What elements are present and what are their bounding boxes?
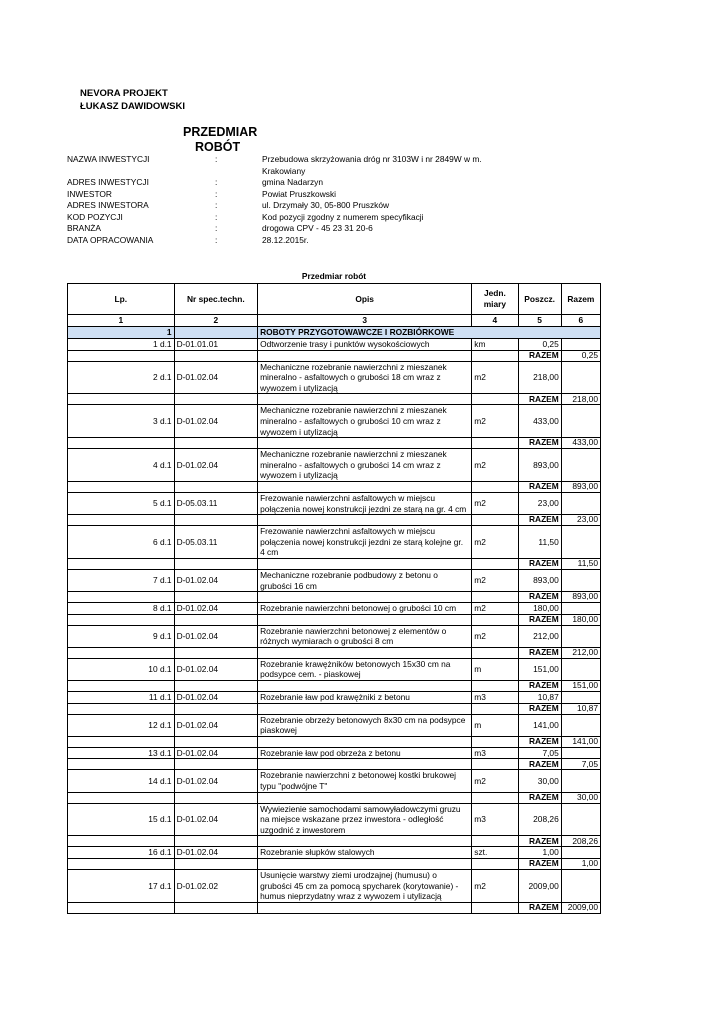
- item-description: Rozebranie obrzeży betonowych 8x30 cm na podsypce piaskowej: [258, 714, 472, 736]
- table-row: [68, 405, 601, 438]
- meta-value: Powiat Pruszkowski: [262, 188, 337, 199]
- item-lp: 3 d.1: [68, 405, 175, 438]
- item-quantity: 433,00: [518, 405, 561, 438]
- item-quantity: 11,50: [518, 526, 561, 559]
- razem-label: RAZEM: [518, 592, 561, 603]
- meta-label: INWESTOR: [67, 188, 112, 199]
- table-row: [68, 569, 601, 591]
- razem-empty: [174, 558, 257, 569]
- razem-row: [68, 759, 601, 770]
- razem-empty: [174, 792, 257, 803]
- razem-label: RAZEM: [518, 647, 561, 658]
- razem-total: 0,25: [561, 350, 600, 361]
- item-total-empty: [561, 870, 600, 903]
- table-row: [68, 492, 601, 514]
- razem-empty: [472, 558, 518, 569]
- item-unit: m: [472, 714, 518, 736]
- meta-label: DATA OPRACOWANIA: [67, 234, 154, 245]
- item-lp: 5 d.1: [68, 492, 175, 514]
- item-quantity: 893,00: [518, 569, 561, 591]
- section-row: [68, 327, 601, 339]
- item-quantity: 151,00: [518, 658, 561, 680]
- razem-empty: [174, 438, 257, 449]
- razem-row: [68, 902, 601, 913]
- razem-label: RAZEM: [518, 902, 561, 913]
- table-header-row: [68, 284, 601, 315]
- document-title: [183, 125, 257, 155]
- razem-empty: [68, 614, 175, 625]
- item-lp: 12 d.1: [68, 714, 175, 736]
- meta-label: ADRES INWESTYCJI: [67, 177, 149, 187]
- item-total-empty: [561, 747, 600, 759]
- meta-row: [67, 200, 547, 212]
- razem-label: RAZEM: [518, 681, 561, 692]
- item-description: Frezowanie nawierzchni asfaltowych w miejscu połączenia nowej konstrukcji jezdni ze starą kolejne gr. 4 cm: [258, 526, 472, 559]
- table-row: [68, 526, 601, 559]
- item-description: Rozebranie ław pod obrzeża z betonu: [258, 747, 472, 759]
- razem-total: 893,00: [561, 592, 600, 603]
- item-description: Usunięcie warstwy ziemi urodzajnej (humusu) o grubości 45 cm za pomocą spycharek (korytowanie) - humus nieprzydatny wraz z wywozem i utylizacją: [258, 870, 472, 903]
- meta-colon: :: [215, 234, 218, 245]
- meta-colon: :: [215, 211, 218, 222]
- razem-empty: [472, 394, 518, 405]
- razem-empty: [68, 592, 175, 603]
- razem-empty: [174, 902, 257, 913]
- item-description: Rozebranie nawierzchni betonowej o grubości 10 cm: [258, 603, 472, 615]
- razem-row: [68, 681, 601, 692]
- item-description: Rozebranie nawierzchni betonowej z elementów o różnych wymiarach o grubości 8 cm: [258, 625, 472, 647]
- table-row: [68, 692, 601, 704]
- meta-row: [67, 235, 547, 247]
- item-description: Rozebranie nawierzchni z betonowej kostki brukowej typu "podwójne T": [258, 770, 472, 792]
- razem-empty: [472, 836, 518, 847]
- item-lp: 1 d.1: [68, 339, 175, 351]
- item-quantity: 23,00: [518, 492, 561, 514]
- meta-row: [67, 154, 547, 177]
- razem-empty: [174, 481, 257, 492]
- item-lp: 16 d.1: [68, 847, 175, 859]
- item-lp: 15 d.1: [68, 803, 175, 836]
- razem-row: [68, 394, 601, 405]
- table-caption: Przedmiar robót: [301, 271, 367, 281]
- razem-row: [68, 792, 601, 803]
- company-line-2: ŁUKASZ DAWIDOWSKI: [80, 101, 186, 112]
- meta-colon: :: [215, 200, 218, 210]
- razem-empty: [68, 481, 175, 492]
- table-row: [68, 339, 601, 351]
- meta-label: ADRES INWESTORA: [67, 200, 149, 210]
- razem-empty: [68, 558, 175, 569]
- header-total: Razem: [561, 284, 600, 315]
- colnum-3: 3: [258, 315, 472, 327]
- razem-empty: [258, 759, 472, 770]
- razem-row: [68, 350, 601, 361]
- table-row: [68, 361, 601, 394]
- item-quantity: 141,00: [518, 714, 561, 736]
- item-description: Mechaniczne rozebranie nawierzchni z mieszanek mineralno - asfaltowych o grubości 14 cm wraz z wywozem i utylizacją: [258, 449, 472, 482]
- item-quantity: 212,00: [518, 625, 561, 647]
- razem-empty: [258, 703, 472, 714]
- item-description: Rozebranie krawężników betonowych 15x30 cm na podsypce cem. - piaskowej: [258, 658, 472, 680]
- razem-total: 212,00: [561, 647, 600, 658]
- razem-row: [68, 836, 601, 847]
- razem-label: RAZEM: [518, 515, 561, 526]
- razem-empty: [258, 614, 472, 625]
- razem-empty: [472, 614, 518, 625]
- meta-colon: :: [215, 223, 218, 233]
- meta-label: NAZWA INWESTYCJI: [67, 154, 150, 164]
- razem-total: 893,00: [561, 481, 600, 492]
- razem-label: RAZEM: [518, 558, 561, 569]
- item-spec: D-01.02.04: [174, 361, 257, 394]
- meta-colon: :: [215, 188, 218, 199]
- item-unit: km: [472, 339, 518, 351]
- razem-label: RAZEM: [518, 438, 561, 449]
- item-description: Mechaniczne rozebranie nawierzchni z mieszanek mineralno - asfaltowych o grubości 18 cm wraz z wywozem i utylizacją: [258, 361, 472, 394]
- razem-row: [68, 558, 601, 569]
- item-total-empty: [561, 603, 600, 615]
- razem-total: 23,00: [561, 515, 600, 526]
- item-unit: m2: [472, 569, 518, 591]
- meta-colon: :: [215, 177, 218, 187]
- header-lp: Lp.: [68, 284, 175, 315]
- item-description: Frezowanie nawierzchni asfaltowych w miejscu połączenia nowej konstrukcji jezdni ze starą na gr. 4 cm: [258, 492, 472, 514]
- item-total-empty: [561, 492, 600, 514]
- item-lp: 10 d.1: [68, 658, 175, 680]
- table-row: [68, 449, 601, 482]
- item-spec: D-01.02.04: [174, 603, 257, 615]
- item-total-empty: [561, 625, 600, 647]
- item-total-empty: [561, 339, 600, 351]
- razem-empty: [68, 859, 175, 870]
- item-quantity: 208,26: [518, 803, 561, 836]
- razem-row: [68, 736, 601, 747]
- razem-empty: [68, 515, 175, 526]
- meta-row: [67, 223, 547, 235]
- item-total-empty: [561, 803, 600, 836]
- razem-empty: [258, 859, 472, 870]
- item-spec: D-01.02.04: [174, 714, 257, 736]
- meta-row: [67, 177, 547, 189]
- razem-total: 433,00: [561, 438, 600, 449]
- company-name: [80, 87, 185, 113]
- meta-value: Kod pozycji zgodny z numerem specyfikacji: [262, 211, 424, 222]
- item-spec: D-01.02.04: [174, 847, 257, 859]
- item-lp: 7 d.1: [68, 569, 175, 591]
- razem-empty: [174, 614, 257, 625]
- item-total-empty: [561, 405, 600, 438]
- colnum-1: 1: [68, 315, 175, 327]
- item-spec: D-01.02.04: [174, 770, 257, 792]
- item-lp: 2 d.1: [68, 361, 175, 394]
- item-quantity: 2009,00: [518, 870, 561, 903]
- table-row: [68, 870, 601, 903]
- item-lp: 11 d.1: [68, 692, 175, 704]
- item-quantity: 7,05: [518, 747, 561, 759]
- razem-row: [68, 438, 601, 449]
- razem-empty: [258, 836, 472, 847]
- razem-empty: [174, 736, 257, 747]
- item-unit: m3: [472, 747, 518, 759]
- item-total-empty: [561, 449, 600, 482]
- razem-label: RAZEM: [518, 836, 561, 847]
- project-metadata: [67, 154, 547, 246]
- item-lp: 13 d.1: [68, 747, 175, 759]
- razem-empty: [472, 792, 518, 803]
- razem-empty: [258, 394, 472, 405]
- razem-empty: [68, 394, 175, 405]
- razem-empty: [68, 703, 175, 714]
- razem-total: 1,00: [561, 859, 600, 870]
- item-spec: D-01.02.04: [174, 692, 257, 704]
- razem-empty: [68, 736, 175, 747]
- razem-empty: [258, 592, 472, 603]
- razem-empty: [472, 681, 518, 692]
- item-unit: m2: [472, 405, 518, 438]
- razem-empty: [258, 515, 472, 526]
- header-unit: Jedn. miary: [472, 284, 518, 315]
- item-total-empty: [561, 714, 600, 736]
- item-unit: m2: [472, 603, 518, 615]
- item-quantity: 0,25: [518, 339, 561, 351]
- table-row: [68, 603, 601, 615]
- razem-empty: [472, 592, 518, 603]
- item-unit: szt.: [472, 847, 518, 859]
- razem-empty: [68, 759, 175, 770]
- razem-total: 30,00: [561, 792, 600, 803]
- section-number: 1: [68, 327, 175, 339]
- company-line-1: NEVORA PROJEKT: [80, 88, 168, 99]
- item-spec: D-05.03.11: [174, 526, 257, 559]
- item-total-empty: [561, 361, 600, 394]
- item-spec: D-01.02.04: [174, 569, 257, 591]
- meta-value: 28.12.2015r.: [262, 234, 309, 245]
- razem-empty: [174, 350, 257, 361]
- razem-empty: [258, 902, 472, 913]
- item-total-empty: [561, 770, 600, 792]
- razem-label: RAZEM: [518, 614, 561, 625]
- table-row: [68, 770, 601, 792]
- razem-row: [68, 614, 601, 625]
- item-quantity: 1,00: [518, 847, 561, 859]
- razem-empty: [174, 703, 257, 714]
- colnum-2: 2: [174, 315, 257, 327]
- table-row: [68, 714, 601, 736]
- item-unit: m2: [472, 449, 518, 482]
- razem-total: 218,00: [561, 394, 600, 405]
- razem-empty: [472, 481, 518, 492]
- razem-empty: [68, 438, 175, 449]
- meta-label: BRANŻA: [67, 223, 101, 233]
- razem-label: RAZEM: [518, 703, 561, 714]
- razem-empty: [258, 350, 472, 361]
- razem-empty: [174, 592, 257, 603]
- razem-empty: [258, 481, 472, 492]
- item-spec: D-01.02.04: [174, 658, 257, 680]
- item-description: Mechaniczne rozebranie nawierzchni z mieszanek mineralno - asfaltowych o grubości 10 cm wraz z wywozem i utylizacją: [258, 405, 472, 438]
- colnum-5: 5: [518, 315, 561, 327]
- item-quantity: 893,00: [518, 449, 561, 482]
- item-unit: m2: [472, 770, 518, 792]
- razem-empty: [472, 859, 518, 870]
- razem-empty: [68, 350, 175, 361]
- title-line-1: PRZEDMIAR: [183, 125, 258, 139]
- razem-empty: [174, 647, 257, 658]
- razem-row: [68, 592, 601, 603]
- item-lp: 17 d.1: [68, 870, 175, 903]
- razem-label: RAZEM: [518, 350, 561, 361]
- item-total-empty: [561, 526, 600, 559]
- item-quantity: 30,00: [518, 770, 561, 792]
- title-line-2: ROBÓT: [195, 140, 241, 154]
- item-quantity: 180,00: [518, 603, 561, 615]
- item-spec: D-01.02.04: [174, 405, 257, 438]
- item-description: Mechaniczne rozebranie podbudowy z betonu o grubości 16 cm: [258, 569, 472, 591]
- razem-empty: [174, 681, 257, 692]
- razem-row: [68, 647, 601, 658]
- razem-empty: [258, 681, 472, 692]
- razem-total: 7,05: [561, 759, 600, 770]
- item-description: Rozebranie ław pod krawężniki z betonu: [258, 692, 472, 704]
- razem-label: RAZEM: [518, 481, 561, 492]
- item-description: Rozebranie słupków stalowych: [258, 847, 472, 859]
- razem-total: 151,00: [561, 681, 600, 692]
- table-row: [68, 847, 601, 859]
- item-lp: 4 d.1: [68, 449, 175, 482]
- razem-empty: [472, 703, 518, 714]
- item-spec: D-01.02.04: [174, 747, 257, 759]
- razem-empty: [68, 681, 175, 692]
- item-total-empty: [561, 847, 600, 859]
- item-lp: 14 d.1: [68, 770, 175, 792]
- item-total-empty: [561, 692, 600, 704]
- razem-row: [68, 515, 601, 526]
- item-spec: D-01.02.04: [174, 625, 257, 647]
- razem-empty: [472, 350, 518, 361]
- item-total-empty: [561, 569, 600, 591]
- item-description: Wywiezienie samochodami samowyładowczymi gruzu na miejsce wskazane przez inwestora - odległość uzgodnić z inwestorem: [258, 803, 472, 836]
- item-spec: D-01.02.04: [174, 803, 257, 836]
- razem-empty: [472, 647, 518, 658]
- razem-empty: [68, 902, 175, 913]
- razem-empty: [68, 792, 175, 803]
- item-unit: m2: [472, 625, 518, 647]
- razem-total: 141,00: [561, 736, 600, 747]
- razem-empty: [258, 736, 472, 747]
- meta-value: gmina Nadarzyn: [262, 177, 323, 187]
- razem-total: 10,87: [561, 703, 600, 714]
- razem-empty: [68, 836, 175, 847]
- item-lp: 8 d.1: [68, 603, 175, 615]
- razem-empty: [472, 515, 518, 526]
- razem-row: [68, 859, 601, 870]
- razem-label: RAZEM: [518, 394, 561, 405]
- table-row: [68, 747, 601, 759]
- item-quantity: 218,00: [518, 361, 561, 394]
- item-unit: m2: [472, 870, 518, 903]
- razem-total: 2009,00: [561, 902, 600, 913]
- razem-total: 180,00: [561, 614, 600, 625]
- item-lp: 6 d.1: [68, 526, 175, 559]
- header-opis: Opis: [258, 284, 472, 315]
- colnum-4: 4: [472, 315, 518, 327]
- bill-of-quantities-table: [67, 283, 601, 914]
- razem-empty: [174, 836, 257, 847]
- column-number-row: [68, 315, 601, 327]
- razem-empty: [472, 902, 518, 913]
- razem-empty: [472, 438, 518, 449]
- item-unit: m2: [472, 492, 518, 514]
- razem-total: 11,50: [561, 558, 600, 569]
- meta-value: Przebudowa skrzyżowania dróg nr 3103W i nr 2849W w m. Krakowiany: [262, 154, 482, 176]
- razem-total: 208,26: [561, 836, 600, 847]
- razem-empty: [174, 394, 257, 405]
- razem-empty: [174, 515, 257, 526]
- razem-row: [68, 703, 601, 714]
- item-unit: m3: [472, 692, 518, 704]
- razem-label: RAZEM: [518, 792, 561, 803]
- header-spec: Nr spec.techn.: [174, 284, 257, 315]
- section-spec: [174, 327, 257, 339]
- razem-empty: [472, 736, 518, 747]
- razem-empty: [68, 647, 175, 658]
- meta-value: drogowa CPV - 45 23 31 20-6: [262, 223, 373, 233]
- meta-row: [67, 189, 547, 201]
- razem-empty: [258, 792, 472, 803]
- razem-label: RAZEM: [518, 736, 561, 747]
- item-unit: m: [472, 658, 518, 680]
- razem-empty: [472, 759, 518, 770]
- item-lp: 9 d.1: [68, 625, 175, 647]
- item-spec: D-05.03.11: [174, 492, 257, 514]
- meta-colon: :: [215, 154, 218, 164]
- item-spec: D-01.01.01: [174, 339, 257, 351]
- meta-row: [67, 212, 547, 224]
- item-spec: D-01.02.04: [174, 449, 257, 482]
- table-row: [68, 658, 601, 680]
- header-qty: Poszcz.: [518, 284, 561, 315]
- razem-row: [68, 481, 601, 492]
- item-total-empty: [561, 658, 600, 680]
- item-description: Odtworzenie trasy i punktów wysokościowych: [258, 339, 472, 351]
- razem-empty: [258, 558, 472, 569]
- item-spec: D-01.02.02: [174, 870, 257, 903]
- table-row: [68, 625, 601, 647]
- section-title: ROBOTY PRZYGOTOWAWCZE I ROZBIÓRKOWE: [258, 327, 601, 339]
- colnum-6: 6: [561, 315, 600, 327]
- meta-label: KOD POZYCJI: [67, 211, 123, 222]
- item-quantity: 10,87: [518, 692, 561, 704]
- razem-empty: [258, 438, 472, 449]
- razem-empty: [258, 647, 472, 658]
- item-unit: m2: [472, 526, 518, 559]
- item-unit: m3: [472, 803, 518, 836]
- item-unit: m2: [472, 361, 518, 394]
- razem-empty: [174, 859, 257, 870]
- razem-empty: [174, 759, 257, 770]
- table-row: [68, 803, 601, 836]
- razem-label: RAZEM: [518, 759, 561, 770]
- razem-label: RAZEM: [518, 859, 561, 870]
- meta-value: ul. Drzymały 30, 05-800 Pruszków: [262, 200, 390, 210]
